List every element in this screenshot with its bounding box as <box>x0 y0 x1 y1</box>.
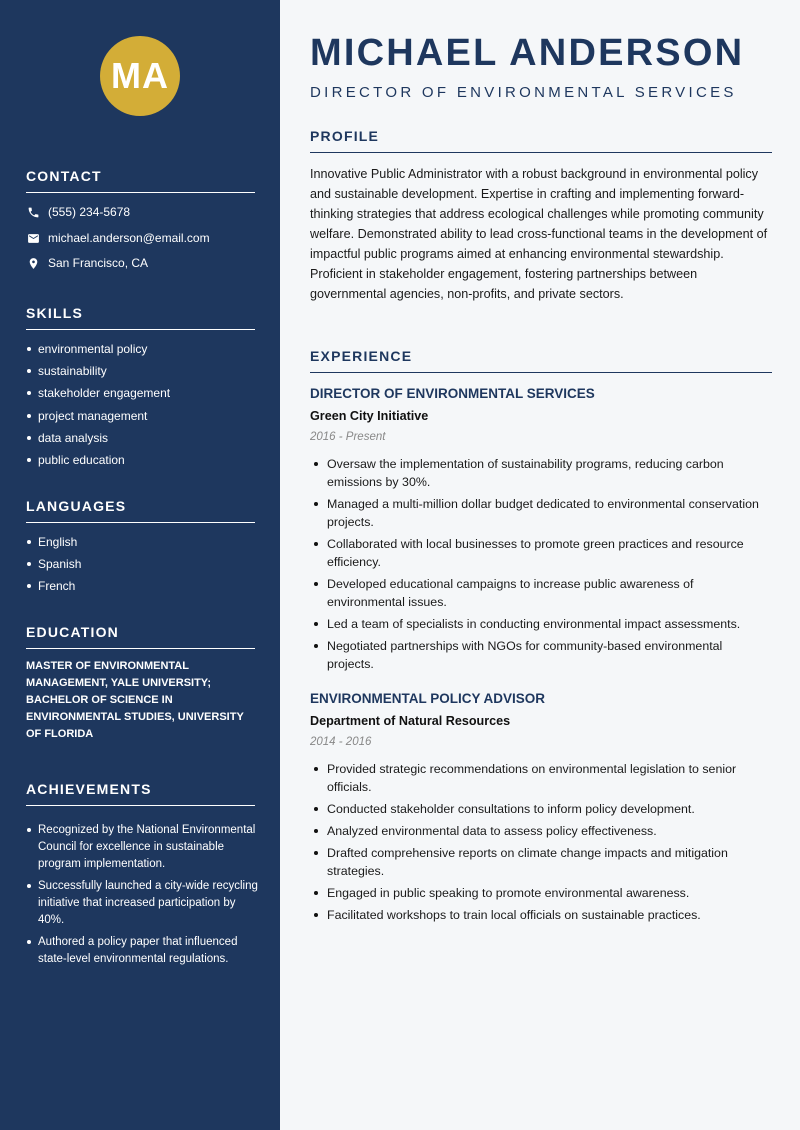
job-company: Department of Natural Resources <box>310 714 511 728</box>
email-text[interactable]: michael.anderson@email.com <box>48 231 210 245</box>
skill-item: project management <box>26 408 261 430</box>
phone-text[interactable]: (555) 234-5678 <box>48 205 131 219</box>
job-dates: 2016 - Present <box>310 431 386 443</box>
sidebar <box>0 0 280 1130</box>
job-title: ENVIRONMENTAL POLICY ADVISOR <box>310 691 546 706</box>
contact-heading: CONTACT <box>26 168 255 193</box>
avatar-initials: MA <box>100 36 180 116</box>
contact-email <box>26 231 210 245</box>
job-bullet: Developed educational campaigns to increase public awareness of environmental issues. <box>310 575 772 611</box>
language-item: French <box>26 578 261 600</box>
job-dates: 2014 - 2016 <box>310 736 372 748</box>
email-icon <box>26 231 40 245</box>
job-bullet: Negotiated partnerships with NGOs for community-based environmental projects. <box>310 637 772 673</box>
skill-item: environmental policy <box>26 341 261 363</box>
job-title: DIRECTOR OF ENVIRONMENTAL SERVICES <box>310 386 595 401</box>
contact-location <box>26 256 148 270</box>
job-bullet: Engaged in public speaking to promote environmental awareness. <box>310 884 772 902</box>
languages-list <box>26 534 261 601</box>
job-bullet: Conducted stakeholder consultations to inform policy development. <box>310 800 772 818</box>
language-item: Spanish <box>26 556 261 578</box>
education-text: MASTER OF ENVIRONMENTAL MANAGEMENT, YALE UNIVERSITY; BACHELOR OF SCIENCE IN ENVIRONMENTAL STUDIES, UNIVERSITY OF FLORIDA <box>26 660 244 740</box>
job-bullets <box>310 760 772 928</box>
skill-item: sustainability <box>26 363 261 385</box>
person-title: DIRECTOR OF ENVIRONMENTAL SERVICES <box>310 84 737 101</box>
achievements-heading: ACHIEVEMENTS <box>26 781 255 806</box>
achievement-item: Authored a policy paper that influenced state-level environmental regulations. <box>26 934 261 968</box>
experience-heading: EXPERIENCE <box>310 348 772 373</box>
location-text: San Francisco, CA <box>48 256 149 270</box>
education-heading: EDUCATION <box>26 624 255 649</box>
achievement-item: Recognized by the National Environmental Council for excellence in sustainable program implementation. <box>26 822 261 873</box>
profile-heading: PROFILE <box>310 128 772 153</box>
job-bullet: Managed a multi-million dollar budget dedicated to environmental conservation projects. <box>310 495 772 531</box>
skills-heading: SKILLS <box>26 305 255 330</box>
location-pin-icon <box>26 256 40 270</box>
achievement-item: Successfully launched a city-wide recycling initiative that increased participation by 40%. <box>26 878 261 929</box>
skill-item: public education <box>26 452 261 474</box>
achievements-list <box>26 822 261 973</box>
job-bullet: Analyzed environmental data to assess policy effectiveness. <box>310 822 772 840</box>
languages-heading: LANGUAGES <box>26 498 255 523</box>
job-bullet: Provided strategic recommendations on environmental legislation to senior officials. <box>310 760 772 796</box>
person-name: MICHAEL ANDERSON <box>310 32 745 74</box>
skills-list <box>26 341 261 474</box>
profile-text: Innovative Public Administrator with a robust background in environmental policy and sustainable development. Expertise in crafting and implementing forward-thinking strategies that address ecological challenges while promoting community welfare. Demonstrated ability to lead cross-functional teams in the development of impactful public programs aimed at enhancing environmental stewardship. Proficient in stakeholder engagement, fostering partnerships between governmental agencies, non-profits, and private sectors. <box>310 167 768 301</box>
job-bullet: Oversaw the implementation of sustainability programs, reducing carbon emissions by 30%. <box>310 455 772 491</box>
language-item: English <box>26 534 261 556</box>
job-bullets <box>310 455 772 677</box>
skill-item: data analysis <box>26 430 261 452</box>
job-bullet: Led a team of specialists in conducting environmental impact assessments. <box>310 615 772 633</box>
job-company: Green City Initiative <box>310 409 429 423</box>
job-bullet: Drafted comprehensive reports on climate change impacts and mitigation strategies. <box>310 844 772 880</box>
skill-item: stakeholder engagement <box>26 385 261 407</box>
contact-phone <box>26 205 130 219</box>
job-bullet: Facilitated workshops to train local officials on sustainable practices. <box>310 906 772 924</box>
phone-icon <box>26 205 40 219</box>
job-bullet: Collaborated with local businesses to promote green practices and resource efficiency. <box>310 535 772 571</box>
